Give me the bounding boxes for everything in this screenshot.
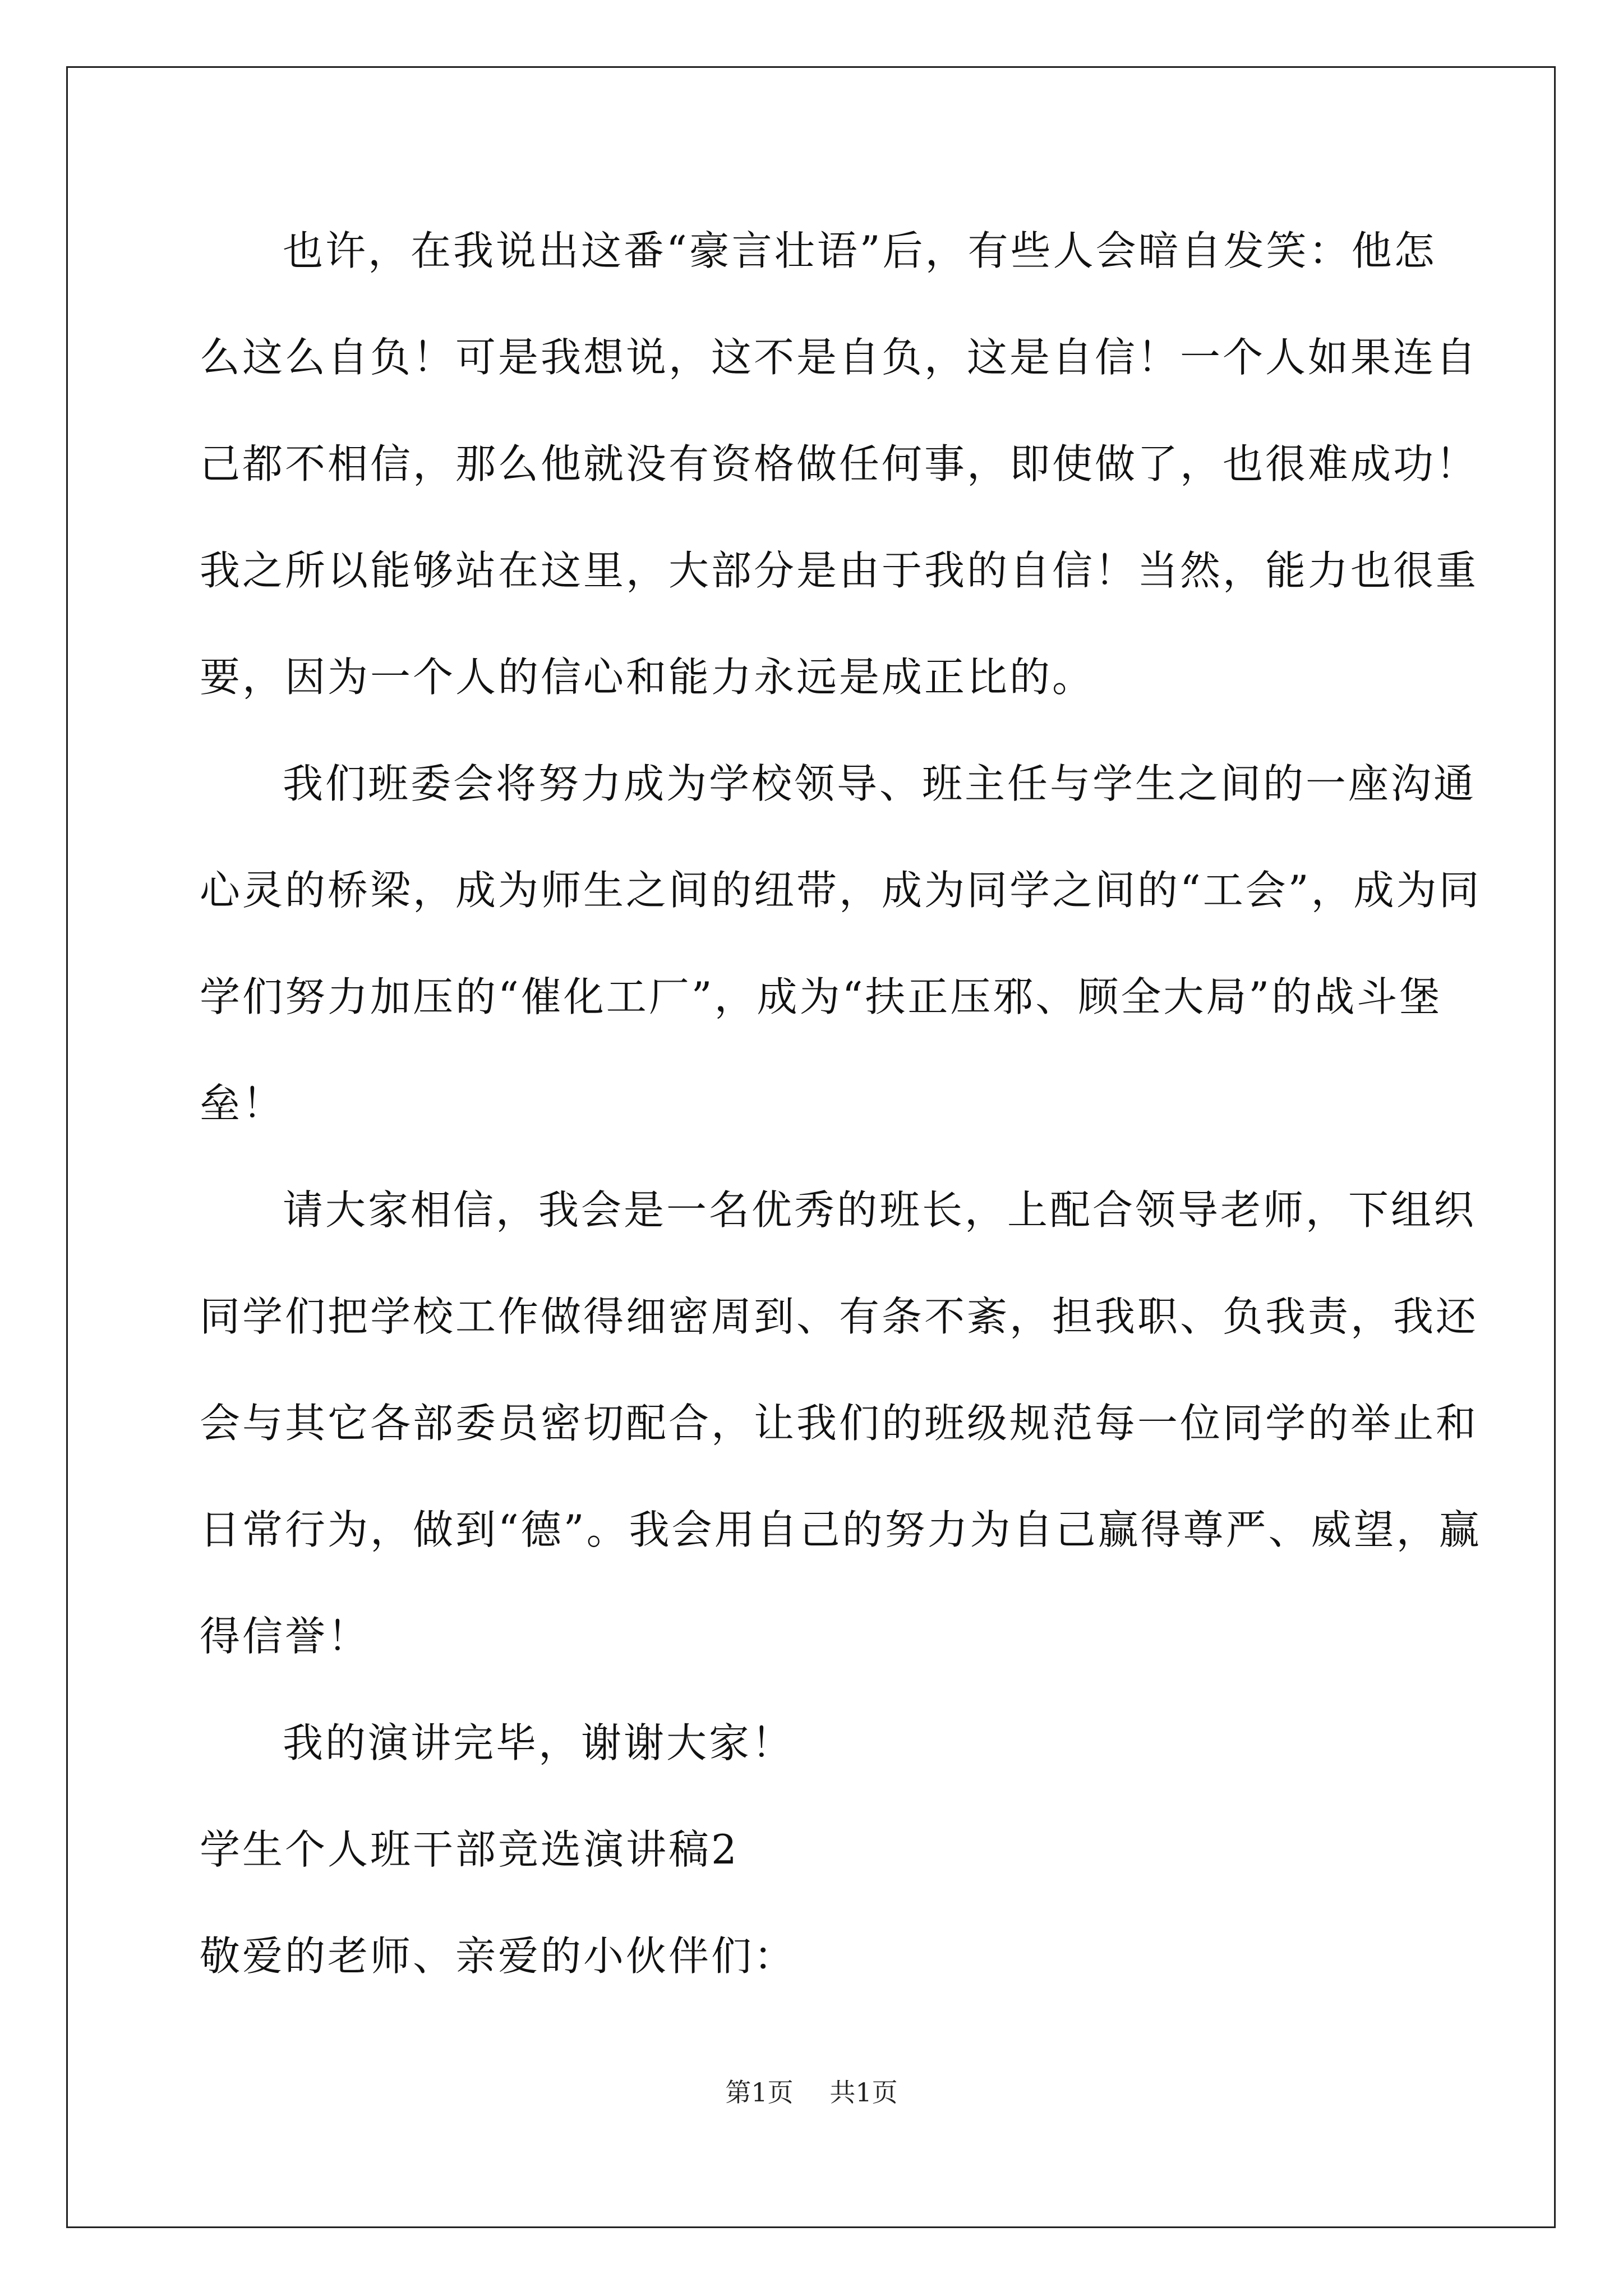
paragraph-line: 同学们把学校工作做得细密周到、有条不紊，担我职、负我责，我还	[200, 1293, 1479, 1340]
paragraph-line: 心灵的桥梁，成为师生之间的纽带，成为同学之间的“工会”，成为同	[200, 867, 1482, 914]
paragraph-line: 我之所以能够站在这里，大部分是由于我的自信！当然，能力也很重	[200, 547, 1479, 594]
paragraph-line: 己都不相信，那么他就没有资格做任何事，即使做了，也很难成功！	[200, 440, 1479, 487]
paragraph-line: 日常行为，做到“德”。我会用自己的努力为自己赢得尊严、威望，赢	[200, 1506, 1482, 1553]
salutation: 敬爱的老师、亲爱的小伙伴们：	[200, 1932, 797, 1980]
paragraph-line: 也许，在我说出这番“豪言壮语”后，有些人会暗自发笑：他怎	[283, 227, 1437, 274]
section-heading: 学生个人班干部竞选演讲稿2	[200, 1826, 739, 1873]
page-footer	[0, 2076, 1623, 2109]
document-body	[200, 220, 1482, 2032]
paragraph-line: 会与其它各部委员密切配合，让我们的班级规范每一位同学的举止和	[200, 1400, 1479, 1447]
paragraph-line: 我的演讲完毕，谢谢大家！	[283, 1719, 795, 1766]
page-total: 共1页	[829, 2077, 898, 2108]
paragraph-line: 学们努力加压的“催化工厂”，成为“扶正压邪、顾全大局”的战斗堡	[200, 973, 1442, 1020]
paragraph-line: 垒！	[200, 1080, 285, 1127]
paragraph-line: 我们班委会将努力成为学校领导、班主任与学生之间的一座沟通	[283, 760, 1477, 807]
paragraph-line: 么这么自负！可是我想说，这不是自负，这是自信！一个人如果连自	[200, 334, 1479, 381]
page-number: 第1页	[725, 2077, 794, 2108]
paragraph-line: 要，因为一个人的信心和能力永远是成正比的。	[200, 654, 1095, 701]
paragraph-line: 请大家相信，我会是一名优秀的班长，上配合领导老师，下组织	[283, 1186, 1477, 1234]
paragraph-line: 得信誉！	[200, 1613, 371, 1660]
